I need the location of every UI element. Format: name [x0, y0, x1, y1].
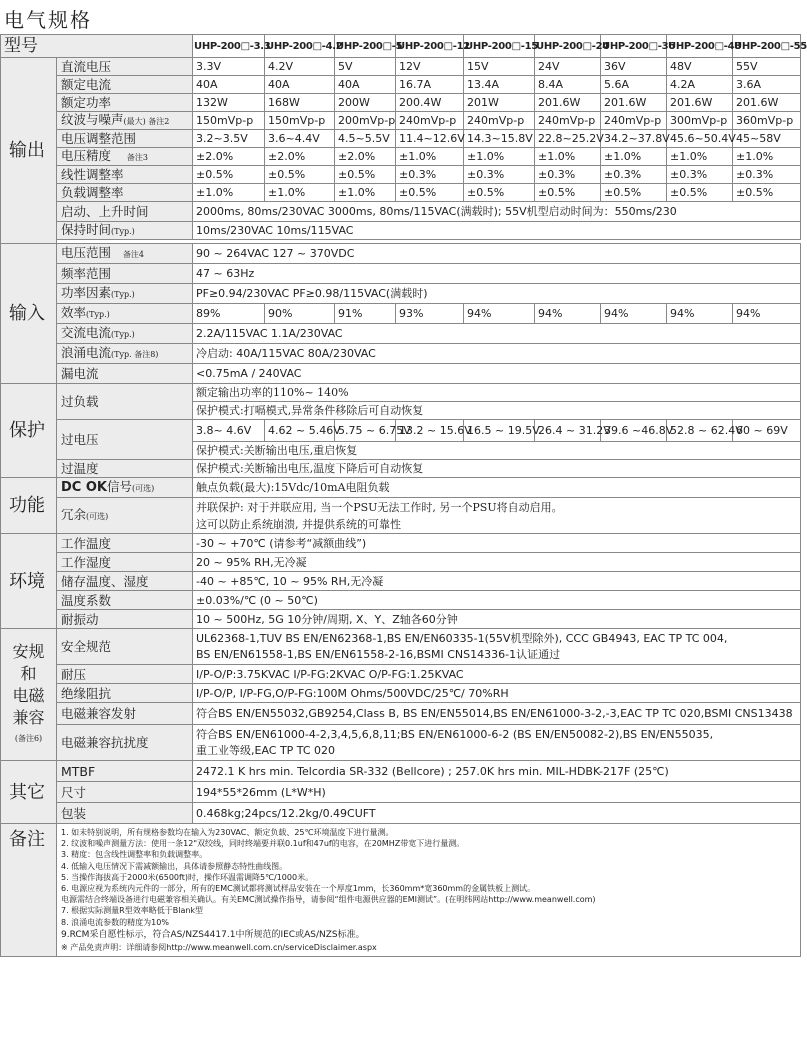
category-environment: 环境	[1, 534, 57, 629]
row-overtemp	[1, 460, 801, 478]
model-cell: UHP-200□-36	[601, 35, 667, 58]
category-line: 和	[20, 663, 37, 683]
note-line: ※ 产品免责声明：详细请参阅http://www.meanwell.com.cn/serviceDisclaimer.aspx	[61, 942, 377, 952]
item-label: 包装	[57, 803, 193, 824]
value-cell: ±1.0%	[601, 148, 667, 166]
item-label	[57, 244, 193, 264]
value-cell: ±0.5%	[535, 184, 601, 202]
note-line: 2. 纹波和噪声测量方法：使用一条12"双绞线，同时终端要并联0.1uf和47uf的电容，在20MHZ带宽下进行量测。	[61, 839, 465, 849]
value-cell: ±1.0%	[464, 148, 535, 166]
value-cell: ±1.0%	[396, 148, 464, 166]
value-cell: ±0.03%/℃ (0 ~ 50℃)	[193, 591, 801, 610]
item-label	[57, 148, 193, 166]
row-packing	[1, 803, 801, 824]
value-cell: 48V	[667, 58, 733, 76]
item-sub: (可选)	[86, 512, 109, 521]
row-dcok	[1, 478, 801, 498]
value-cell: ±0.5%	[667, 184, 733, 202]
value-cell: 240mVp-p	[535, 112, 601, 130]
row-vibration	[1, 610, 801, 629]
spec-table	[0, 34, 807, 957]
item-label	[57, 344, 193, 364]
value-cell: 16.5 ~ 19.5V	[464, 420, 535, 442]
item-label: 直流电压	[57, 58, 193, 76]
note-line: 9.RCM采自愿性标示，符合AS/NZS4417.1中所规范的IEC或AS/NZS标准。	[61, 929, 365, 940]
value-cell: 0.468kg;24pcs/12.2kg/0.49CUFT	[193, 803, 801, 824]
value-cell: 168W	[265, 94, 335, 112]
model-label: 型号	[1, 35, 193, 58]
item-sub: 备注4	[122, 250, 145, 259]
item-label-text: 功率因素	[61, 285, 112, 300]
value-cell: 冷启动: 40A/115VAC 80A/230VAC	[193, 344, 801, 364]
row-rated-power	[1, 94, 801, 112]
item-label	[57, 304, 193, 324]
row-line-reg	[1, 166, 801, 184]
value-cell: ±0.3%	[601, 166, 667, 184]
note-line: 电源需结合终端设备进行电磁兼容相关确认。有关EMC测试操作指导，请参阅“组件电源供应器的EMI测试”。(在明纬网站http://www.meanwell.com)	[61, 895, 596, 905]
row-work-humidity	[1, 553, 801, 572]
category-notes: 备注	[1, 824, 57, 957]
item-label-text: 交流电流	[61, 325, 112, 340]
row-notes	[1, 824, 801, 957]
value-cell: ±1.0%	[535, 148, 601, 166]
category-function: 功能	[1, 478, 57, 534]
value-cell: 22.8~25.2V	[535, 130, 601, 148]
item-label-text: 浪涌电流	[61, 345, 112, 360]
value-cell	[193, 629, 801, 665]
row-setup	[1, 202, 801, 222]
item-label	[57, 284, 193, 304]
row-safety-standards	[1, 629, 801, 665]
item-label-text: 保持时间	[61, 222, 112, 237]
value-cell: 2472.1 K hrs min. Telcordia SR-332 (Bellcore) ; 257.0K hrs min. MIL-HDBK-217F (25℃)	[193, 761, 801, 782]
row-redundancy	[1, 498, 801, 534]
row-load-reg	[1, 184, 801, 202]
item-label: 耐压	[57, 665, 193, 684]
category-input: 输入	[1, 244, 57, 384]
value-cell: 10 ~ 500Hz, 5G 10分钟/周期, X、Y、Z轴各60分钟	[193, 610, 801, 629]
note-line: 4. 低输入电压情况下需减额输出，具体请参照静态特性曲线图。	[61, 861, 288, 871]
model-cell: UHP-200□-55	[733, 35, 801, 58]
value-cell: 保护模式:关断输出电压,重启恢复	[193, 442, 801, 460]
value-cell: 45~58V	[733, 130, 801, 148]
value-cell: 200W	[335, 94, 396, 112]
row-mtbf	[1, 761, 801, 782]
item-label-text: 纹波与噪声	[61, 112, 124, 127]
value-line: 重工业等级,EAC TP TC 020	[196, 743, 336, 757]
value-cell: 240mVp-p	[464, 112, 535, 130]
model-cell: UHP-200□-24	[535, 35, 601, 58]
category-output: 输出	[1, 58, 57, 244]
value-cell: 240mVp-p	[601, 112, 667, 130]
row-emc-emission	[1, 703, 801, 725]
row-adj-range	[1, 130, 801, 148]
value-cell: 93%	[396, 304, 464, 324]
value-cell: 8.4A	[535, 76, 601, 94]
model-cell: UHP-200□-15	[464, 35, 535, 58]
value-cell	[193, 725, 801, 761]
row-withstand	[1, 665, 801, 684]
value-line: 符合BS EN/EN61000-4-2,3,4,5,6,8,11;BS EN/EN61000-6-2 (BS EN/EN50082-2),BS EN/EN55035,	[196, 727, 714, 741]
value-cell: ±0.5%	[265, 166, 335, 184]
value-cell: 保护模式:打嗝模式,异常条件移除后可自动恢复	[193, 402, 801, 420]
item-label: 过电压	[57, 420, 193, 460]
value-cell: 90 ~ 264VAC 127 ~ 370VDC	[193, 244, 801, 264]
model-cell: UHP-200□-3.3	[193, 35, 265, 58]
item-label: 频率范围	[57, 264, 193, 284]
notes-cell	[57, 824, 801, 957]
value-cell: 符合BS EN/EN55032,GB9254,Class B, BS EN/EN55014,BS EN/EN61000-3-2,-3,EAC TP TC 020,BSMI CNS13438	[193, 703, 801, 725]
value-cell: 94%	[535, 304, 601, 324]
item-label	[57, 478, 193, 498]
value-cell: ±1.0%	[667, 148, 733, 166]
value-cell: -40 ~ +85℃, 10 ~ 95% RH,无冷凝	[193, 572, 801, 591]
value-cell: 5V	[335, 58, 396, 76]
value-cell: 132W	[193, 94, 265, 112]
item-label: 额定电流	[57, 76, 193, 94]
value-cell: 11.4~12.6V	[396, 130, 464, 148]
item-label: 过温度	[57, 460, 193, 478]
category-safety	[1, 629, 57, 761]
value-cell: 4.5~5.5V	[335, 130, 396, 148]
item-label: 额定功率	[57, 94, 193, 112]
value-cell: ±1.0%	[733, 148, 801, 166]
item-label: 安全规范	[57, 629, 193, 665]
value-cell: 201.6W	[667, 94, 733, 112]
row-inrush	[1, 344, 801, 364]
row-ripple	[1, 112, 801, 130]
row-overvoltage	[1, 420, 801, 442]
item-label: 负载调整率	[57, 184, 193, 202]
value-cell: 360mVp-p	[733, 112, 801, 130]
value-line: BS EN/EN61558-1,BS EN/EN61558-2-16,BSMI CNS14336-1认证通过	[196, 647, 561, 661]
value-cell: 94%	[464, 304, 535, 324]
value-cell: ±0.3%	[535, 166, 601, 184]
value-cell: 4.2A	[667, 76, 733, 94]
value-cell: 20 ~ 95% RH,无冷凝	[193, 553, 801, 572]
value-cell	[193, 498, 801, 534]
row-ac-current	[1, 324, 801, 344]
note-line: 1. 如未特别说明，所有规格参数均在输入为230VAC、额定负载、25℃环境温度下进行量测。	[61, 828, 394, 837]
row-emc-immunity	[1, 725, 801, 761]
value-line: 这可以防止系统崩溃, 并提供系统的可靠性	[196, 517, 401, 531]
value-cell: 5.6A	[601, 76, 667, 94]
item-sub: (最大) 备注2	[123, 117, 170, 126]
value-cell: ±2.0%	[335, 148, 396, 166]
item-sub: (Typ.)	[86, 310, 110, 319]
category-line: 安规	[12, 641, 45, 661]
item-label: 尺寸	[57, 782, 193, 803]
item-sub: (Typ.)	[111, 330, 135, 339]
row-dimension	[1, 782, 801, 803]
item-label-text: 电压范围	[61, 245, 112, 260]
note-line: 3. 精度：包含线性调整率和负载调整率。	[61, 850, 208, 860]
value-cell: 34.2~37.8V	[601, 130, 667, 148]
item-label	[57, 112, 193, 130]
value-cell: 300mVp-p	[667, 112, 733, 130]
item-sub: 备注3	[126, 153, 149, 162]
value-cell: <0.75mA / 240VAC	[193, 364, 801, 384]
value-cell: 52.8 ~ 62.4V	[667, 420, 733, 442]
value-cell: ±1.0%	[265, 184, 335, 202]
value-cell: ±0.3%	[667, 166, 733, 184]
row-pf	[1, 284, 801, 304]
item-sub: (Typ. 备注8)	[111, 350, 159, 359]
value-cell: 90%	[265, 304, 335, 324]
value-cell: 89%	[193, 304, 265, 324]
value-cell: PF≥0.94/230VAC PF≥0.98/115VAC(满载时)	[193, 284, 801, 304]
value-cell: 10ms/230VAC 10ms/115VAC	[193, 222, 801, 240]
item-label-bold: DC OK	[61, 480, 107, 495]
item-label-text: 冗余	[61, 507, 87, 522]
value-cell: 60 ~ 69V	[733, 420, 801, 442]
value-cell: 201W	[464, 94, 535, 112]
value-cell: 3.3V	[193, 58, 265, 76]
row-tolerance	[1, 148, 801, 166]
value-cell: ±0.5%	[335, 166, 396, 184]
value-cell: ±1.0%	[193, 184, 265, 202]
value-cell: 触点负载(最大):15Vdc/10mA电阻负载	[193, 478, 801, 498]
value-cell: ±2.0%	[193, 148, 265, 166]
item-label: 工作温度	[57, 534, 193, 553]
value-cell: 201.6W	[733, 94, 801, 112]
model-cell: UHP-200□-48	[667, 35, 733, 58]
item-label	[57, 222, 193, 240]
model-cell: UHP-200□-4.2	[265, 35, 335, 58]
value-cell: 91%	[335, 304, 396, 324]
value-cell: ±0.5%	[733, 184, 801, 202]
item-sub: (可选)	[132, 484, 155, 493]
value-cell: 240mVp-p	[396, 112, 464, 130]
value-cell: 200.4W	[396, 94, 464, 112]
value-cell: ±0.3%	[733, 166, 801, 184]
value-cell: 39.6 ~46.8V	[601, 420, 667, 442]
value-cell: 12V	[396, 58, 464, 76]
item-label: 电压调整范围	[57, 130, 193, 148]
value-cell: ±1.0%	[335, 184, 396, 202]
value-cell: 3.2~3.5V	[193, 130, 265, 148]
note-line: 5. 当操作海拔高于2000米(6500ft)时，操作环温需调降5℃/1000米。	[61, 872, 314, 882]
item-label: 电磁兼容抗扰度	[57, 725, 193, 761]
item-label: 过负载	[57, 384, 193, 420]
value-cell: 40A	[335, 76, 396, 94]
value-cell: 150mVp-p	[265, 112, 335, 130]
item-label-text: 信号	[106, 479, 132, 494]
value-cell: ±0.3%	[396, 166, 464, 184]
value-cell: 2.2A/115VAC 1.1A/230VAC	[193, 324, 801, 344]
value-cell: 40A	[193, 76, 265, 94]
value-cell: ±2.0%	[265, 148, 335, 166]
row-work-temp	[1, 534, 801, 553]
value-cell: 94%	[733, 304, 801, 324]
value-cell: ±0.3%	[464, 166, 535, 184]
value-cell: 36V	[601, 58, 667, 76]
item-sub: (Typ.)	[111, 290, 135, 299]
value-cell: 150mVp-p	[193, 112, 265, 130]
value-cell: 194*55*26mm (L*W*H)	[193, 782, 801, 803]
model-cell: UHP-200□-5	[335, 35, 396, 58]
value-cell: 94%	[667, 304, 733, 324]
value-cell: 14.3~15.8V	[464, 130, 535, 148]
item-label: 绝缘阻抗	[57, 684, 193, 703]
value-cell: 13.4A	[464, 76, 535, 94]
value-cell: 4.62 ~ 5.46V	[265, 420, 335, 442]
value-cell: -30 ~ +70℃ (请参考“减额曲线”)	[193, 534, 801, 553]
value-cell: 额定输出功率的110%~ 140%	[193, 384, 801, 402]
value-cell: 3.6A	[733, 76, 801, 94]
value-line: UL62368-1,TUV BS EN/EN62368-1,BS EN/EN60335-1(55V机型除外), CCC GB4943, EAC TP TC 004,	[196, 631, 728, 645]
item-label-text: 电压精度	[61, 148, 112, 163]
value-cell: 4.2V	[265, 58, 335, 76]
row-storage	[1, 572, 801, 591]
page-title: 电气规格	[4, 8, 92, 32]
value-cell: ±0.5%	[193, 166, 265, 184]
model-row	[1, 35, 801, 58]
value-cell: 47 ~ 63Hz	[193, 264, 801, 284]
value-cell: 16.7A	[396, 76, 464, 94]
row-dc-voltage	[1, 58, 801, 76]
row-rated-current	[1, 76, 801, 94]
value-cell: 200mVp-p	[335, 112, 396, 130]
value-cell: 201.6W	[601, 94, 667, 112]
row-hold	[1, 222, 801, 240]
row-freq	[1, 264, 801, 284]
value-cell: 3.6~4.4V	[265, 130, 335, 148]
item-label: 线性调整率	[57, 166, 193, 184]
value-cell: ±0.5%	[464, 184, 535, 202]
value-cell: 15V	[464, 58, 535, 76]
value-cell: ±0.5%	[601, 184, 667, 202]
value-cell: 保护模式:关断输出电压,温度下降后可自动恢复	[193, 460, 801, 478]
value-cell: ±0.5%	[396, 184, 464, 202]
note-line: 6. 电源应视为系统内元件的一部分，所有的EMC测试都将测试样品安装在一个厚度1mm，长360mm*宽360mm的金属铁板上测试。	[61, 884, 536, 894]
value-cell: 3.8~ 4.6V	[193, 420, 265, 442]
item-sub: (Typ.)	[111, 227, 135, 236]
category-line: 电磁	[12, 685, 45, 705]
item-label-text: 效率	[61, 305, 87, 320]
category-protection: 保护	[1, 384, 57, 478]
value-cell: 40A	[265, 76, 335, 94]
value-cell: 26.4 ~ 31.2V	[535, 420, 601, 442]
value-cell: 13.2 ~ 15.6V	[396, 420, 464, 442]
value-line: 并联保护: 对于并联应用, 当一个PSU无法工作时, 另一个PSU将自动启用。	[196, 500, 563, 514]
item-label: MTBF	[57, 761, 193, 782]
item-label	[57, 498, 193, 534]
category-sub: (备注6)	[14, 733, 43, 743]
item-label: 工作湿度	[57, 553, 193, 572]
value-cell: 2000ms, 80ms/230VAC 3000ms, 80ms/115VAC(满载时); 55V机型启动时间为：550ms/230	[193, 202, 801, 222]
item-label: 温度系数	[57, 591, 193, 610]
value-cell: 24V	[535, 58, 601, 76]
item-label: 启动、上升时间	[57, 202, 193, 222]
item-label: 储存温度、湿度	[57, 572, 193, 591]
row-efficiency	[1, 304, 801, 324]
category-line: 兼容	[12, 707, 45, 727]
note-line: 8. 浪涌电流参数的精度为10%	[61, 917, 169, 927]
value-cell: 201.6W	[535, 94, 601, 112]
row-leakage	[1, 364, 801, 384]
value-cell: 5.75 ~ 6.75V	[335, 420, 396, 442]
item-label: 电磁兼容发射	[57, 703, 193, 725]
value-cell: 45.6~50.4V	[667, 130, 733, 148]
value-cell: 55V	[733, 58, 801, 76]
row-overload-1	[1, 384, 801, 402]
note-line: 7. 根据实际测量R型效率略低于Blank型	[61, 906, 204, 916]
item-label: 耐振动	[57, 610, 193, 629]
value-cell: 94%	[601, 304, 667, 324]
value-cell: I/P-O/P, I/P-FG,O/P-FG:100M Ohms/500VDC/25℃/ 70%RH	[193, 684, 801, 703]
item-label: 漏电流	[57, 364, 193, 384]
category-others: 其它	[1, 761, 57, 824]
value-cell: I/P-O/P:3.75KVAC I/P-FG:2KVAC O/P-FG:1.25KVAC	[193, 665, 801, 684]
model-cell: UHP-200□-12	[396, 35, 464, 58]
row-temp-coef	[1, 591, 801, 610]
item-label	[57, 324, 193, 344]
row-isolation	[1, 684, 801, 703]
row-input-range	[1, 244, 801, 264]
